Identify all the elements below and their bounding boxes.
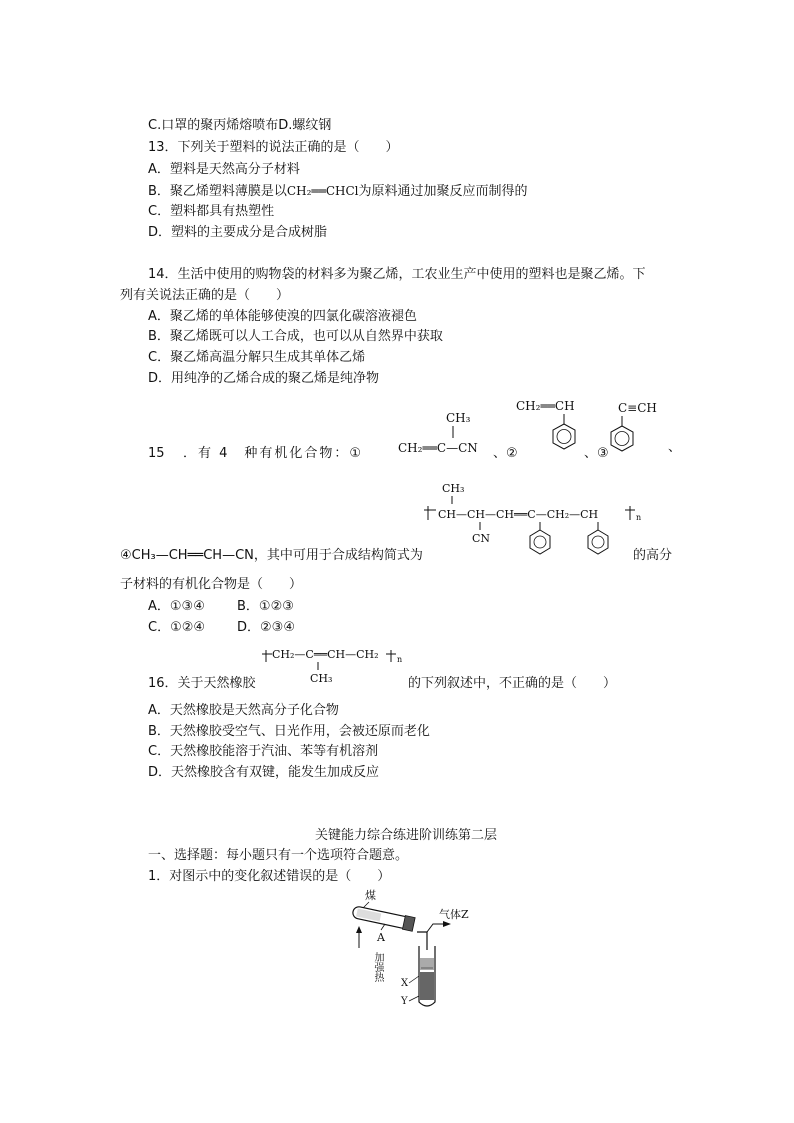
heat-text: 加强热 <box>353 952 383 963</box>
rubber-n: n <box>397 655 403 664</box>
figure-y-label: Y <box>401 996 408 1007</box>
q13-b-formula: CH₂══CHCl <box>286 184 359 198</box>
benzene-ring-icon <box>611 426 633 451</box>
poly-cn: CN <box>472 532 491 545</box>
q16-option-b: B．天然橡胶受空气、日光作用，会被还原而老化 <box>148 724 430 739</box>
q13-b-post: 为原料通过加聚反应而制得的 <box>358 184 528 199</box>
q14-option-a: A．聚乙烯的单体能够使溴的四氯化碳溶液褪色 <box>148 309 417 324</box>
poly-n: n <box>636 513 642 522</box>
q15-lead: ．有 4 种有机化合物：① <box>183 446 364 461</box>
section-q1-stem: 1．对图示中的变化叙述错误的是（ ） <box>148 869 391 884</box>
q14-stem-line2: 列有关说法正确的是（ ） <box>120 288 290 303</box>
q15-option-d: D．②③④ <box>237 620 295 635</box>
q16-stem-post: 的下列叙述中，不正确的是（ ） <box>408 676 617 691</box>
figure-a-label: A <box>377 931 385 944</box>
q13-b-pre: B．聚乙烯塑料薄膜是以 <box>148 184 287 199</box>
q15-line4-post: 的高分 <box>633 548 673 563</box>
section-heading: 一、选择题：每小题只有一个选项符合题意。 <box>148 848 409 863</box>
q15-option-b: B．①②③ <box>237 599 294 614</box>
q15-option-c: C．①②④ <box>148 620 206 635</box>
q14-option-c: C．聚乙烯高温分解只生成其单体乙烯 <box>148 350 366 365</box>
s1-ch3: CH₃ <box>446 411 471 425</box>
rubber-main: CH₂—C══CH—CH₂ <box>272 648 379 661</box>
q14-option-d: D．用纯净的乙烯合成的聚乙烯是纯净物 <box>148 371 380 386</box>
q14-option-b: B．聚乙烯既可以人工合成，也可以从自然界中获取 <box>148 329 443 344</box>
poly-main: CH—CH—CH══C—CH₂—CH <box>438 508 599 521</box>
structure-1 <box>396 406 496 466</box>
figure-gas-label: 气体Z <box>439 908 469 921</box>
q13-option-a: A．塑料是天然高分子材料 <box>148 162 300 177</box>
q16-option-a: A．天然橡胶是天然高分子化合物 <box>148 703 339 718</box>
figure-coal-label: 煤 <box>365 889 376 902</box>
q15-option-a: A．①③④ <box>148 599 205 614</box>
benzene-ring-icon <box>530 530 550 554</box>
figure-heat-label <box>353 951 384 983</box>
polymer-structure <box>420 478 650 563</box>
apparatus-figure <box>335 888 485 1013</box>
q15-line5: 子材料的有机化合物是（ ） <box>120 577 303 592</box>
q15-sep4: 、 <box>668 440 682 455</box>
q16-option-c: C．天然橡胶能溶于汽油、苯等有机溶剂 <box>148 744 379 759</box>
structure-2 <box>514 396 594 466</box>
q16-option-d: D．天然橡胶含有双键，能发生加成反应 <box>148 765 380 780</box>
q15-sep2: 、② <box>493 446 518 461</box>
q13-option-b <box>148 183 528 200</box>
rubber-ch3: CH₃ <box>310 672 333 685</box>
rubber-structure <box>258 642 408 688</box>
q15-sep3: 、③ <box>584 446 609 461</box>
benzene-ring-icon <box>553 424 575 449</box>
s3-ethynyl: C≡CH <box>618 401 657 415</box>
q13-stem: 13．下列关于塑料的说法正确的是（ ） <box>148 140 399 155</box>
q16-stem-pre: 16．关于天然橡胶 <box>148 676 256 691</box>
q15-line4-pre: ④CH₃—CH══CH—CN，其中可用于合成结构简式为 <box>120 548 423 563</box>
s1-main: CH₂══C—CN <box>398 441 478 455</box>
q14-stem-line1: 14．生活中使用的购物袋的材料多为聚乙烯，工农业生产中使用的塑料也是聚乙烯。下 <box>148 267 646 282</box>
q13-option-c: C．塑料都具有热塑性 <box>148 204 275 219</box>
structure-3 <box>606 396 676 466</box>
q15-number: 15 <box>148 446 165 461</box>
benzene-ring-icon <box>588 530 608 554</box>
section-title: 关键能力综合练进阶训练第二层 <box>315 828 498 843</box>
q12-option-cd: C.口罩的聚丙烯熔喷布D.螺纹钢 <box>148 118 332 133</box>
q13-option-d: D．塑料的主要成分是合成树脂 <box>148 225 328 240</box>
s2-vinyl: CH₂══CH <box>516 399 575 413</box>
poly-ch3: CH₃ <box>442 482 465 495</box>
figure-x-label: X <box>401 978 409 989</box>
